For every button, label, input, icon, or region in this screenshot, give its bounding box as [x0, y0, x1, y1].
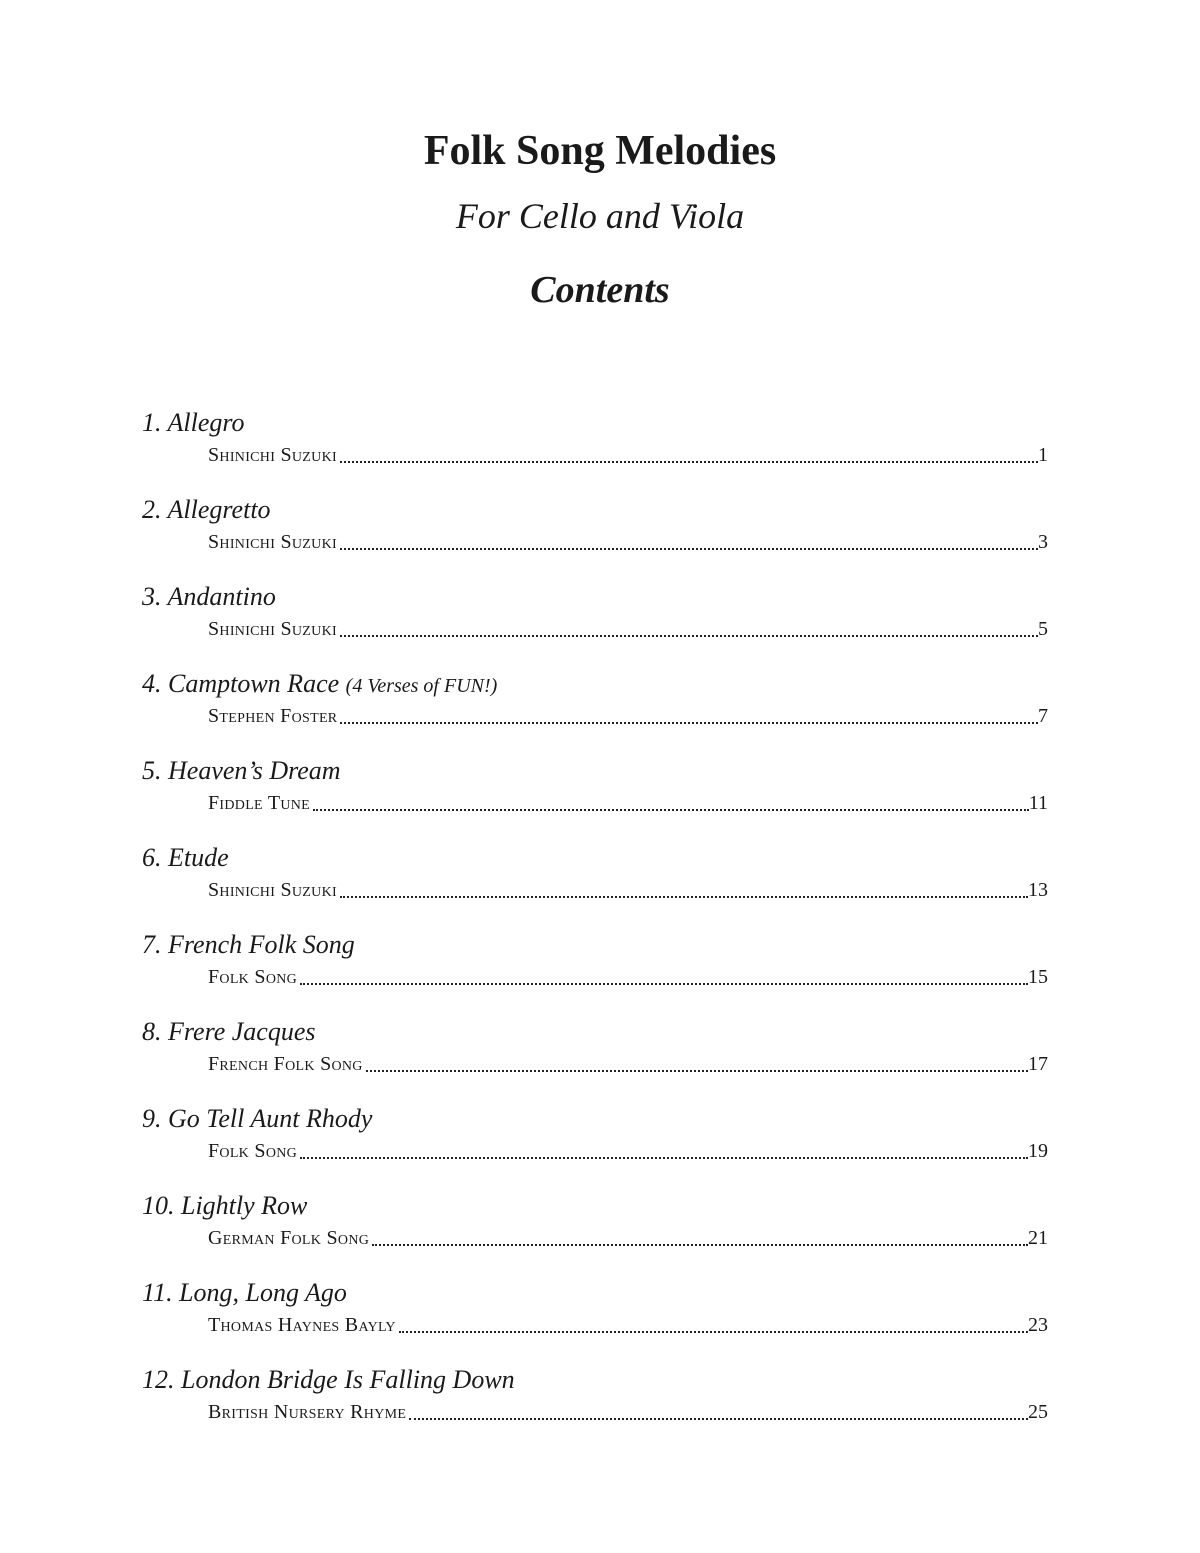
dot-leader	[366, 1070, 1028, 1072]
toc-entry	[142, 1016, 1048, 1077]
toc-entry	[142, 929, 1048, 990]
entry-author: German Folk Song	[208, 1227, 370, 1249]
toc-entry	[142, 494, 1048, 555]
entry-author: Shinichi Suzuki	[208, 879, 337, 901]
entry-title	[142, 755, 1048, 789]
entry-note: (4 Verses of FUN!)	[345, 675, 498, 697]
entry-author-row	[208, 1051, 1048, 1077]
entry-author: Folk Song	[208, 966, 298, 988]
book-subtitle: For Cello and Viola	[455, 196, 745, 236]
entry-author-row	[208, 1225, 1048, 1251]
entry-title	[142, 1190, 1048, 1224]
entry-number: 11.	[142, 1278, 173, 1307]
entry-name: Allegro	[167, 408, 245, 437]
contents-heading: Contents	[530, 269, 670, 311]
dot-leader	[340, 461, 1038, 463]
entry-number: 2.	[142, 495, 162, 524]
entry-page-number: 11	[1028, 792, 1048, 814]
entry-author: Shinichi Suzuki	[208, 531, 337, 553]
dot-leader	[340, 896, 1028, 898]
toc-entry	[142, 1190, 1048, 1251]
entry-title	[142, 842, 1048, 876]
entry-author-row	[208, 442, 1048, 468]
book-title: Folk Song Melodies	[423, 128, 777, 174]
entry-author-row	[208, 1138, 1048, 1164]
entry-name: French Folk Song	[168, 930, 355, 959]
entry-number: 10.	[142, 1191, 175, 1220]
entry-name: Lightly Row	[181, 1191, 308, 1220]
toc-entry	[142, 755, 1048, 816]
entry-author-row	[208, 877, 1048, 903]
entry-author: Shinichi Suzuki	[208, 444, 337, 466]
dot-leader	[409, 1418, 1028, 1420]
entry-name: Go Tell Aunt Rhody	[168, 1104, 373, 1133]
entry-author-row	[208, 616, 1048, 642]
toc-entry	[142, 1364, 1048, 1425]
entry-number: 3.	[142, 582, 162, 611]
entry-title	[142, 668, 1048, 702]
toc-entry	[142, 407, 1048, 468]
document-header	[0, 0, 1200, 313]
entry-title	[142, 1364, 1048, 1398]
entry-number: 5.	[142, 756, 162, 785]
entry-author: Shinichi Suzuki	[208, 618, 337, 640]
entry-page-number: 7	[1038, 705, 1048, 727]
dot-leader	[372, 1244, 1028, 1246]
entry-author-row	[208, 703, 1048, 729]
entry-author: Fiddle Tune	[208, 792, 311, 814]
toc-entry	[142, 581, 1048, 642]
dot-leader	[300, 1157, 1028, 1159]
entry-name: Camptown Race	[168, 669, 340, 698]
toc-entry	[142, 668, 1048, 729]
entry-number: 8.	[142, 1017, 162, 1046]
entry-author: British Nursery Rhyme	[208, 1401, 407, 1423]
entry-page-number: 17	[1028, 1053, 1048, 1075]
entry-name: Long, Long Ago	[179, 1278, 347, 1307]
entry-name: London Bridge Is Falling Down	[181, 1365, 515, 1394]
entry-page-number: 13	[1028, 879, 1048, 901]
entry-page-number: 25	[1028, 1401, 1048, 1423]
entry-name: Heaven’s Dream	[168, 756, 341, 785]
entry-name: Andantino	[167, 582, 276, 611]
entry-author: Folk Song	[208, 1140, 298, 1162]
entry-name: Frere Jacques	[168, 1017, 316, 1046]
entry-author-row	[208, 529, 1048, 555]
entry-page-number: 3	[1038, 531, 1048, 553]
entry-author-row	[208, 1312, 1048, 1338]
entry-author: Thomas Haynes Bayly	[208, 1314, 396, 1336]
entry-number: 4.	[142, 669, 162, 698]
entry-page-number: 5	[1038, 618, 1048, 640]
entry-page-number: 21	[1028, 1227, 1048, 1249]
entry-author-row	[208, 964, 1048, 990]
entry-page-number: 15	[1028, 966, 1048, 988]
entry-title	[142, 494, 1048, 528]
dot-leader	[300, 983, 1028, 985]
entry-number: 9.	[142, 1104, 162, 1133]
dot-leader	[340, 548, 1038, 550]
entry-number: 12.	[142, 1365, 175, 1394]
entry-title	[142, 581, 1048, 615]
entry-title	[142, 929, 1048, 963]
dot-leader	[313, 809, 1029, 811]
entry-author-row	[208, 1399, 1048, 1425]
entry-title	[142, 1016, 1048, 1050]
entry-page-number: 1	[1038, 444, 1048, 466]
entry-author-row	[208, 790, 1048, 816]
table-of-contents	[142, 407, 1048, 1425]
entry-number: 1.	[142, 408, 162, 437]
dot-leader	[399, 1331, 1028, 1333]
entry-name: Allegretto	[167, 495, 271, 524]
dot-leader	[340, 635, 1038, 637]
entry-number: 7.	[142, 930, 162, 959]
entry-name: Etude	[168, 843, 229, 872]
entry-number: 6.	[142, 843, 162, 872]
toc-entry	[142, 1277, 1048, 1338]
toc-entry	[142, 1103, 1048, 1164]
entry-author: French Folk Song	[208, 1053, 363, 1075]
dot-leader	[340, 722, 1038, 724]
entry-page-number: 19	[1028, 1140, 1048, 1162]
entry-author: Stephen Foster	[208, 705, 338, 727]
entry-title	[142, 1103, 1048, 1137]
toc-entry	[142, 842, 1048, 903]
entry-page-number: 23	[1028, 1314, 1048, 1336]
entry-title	[142, 1277, 1048, 1311]
entry-title	[142, 407, 1048, 441]
